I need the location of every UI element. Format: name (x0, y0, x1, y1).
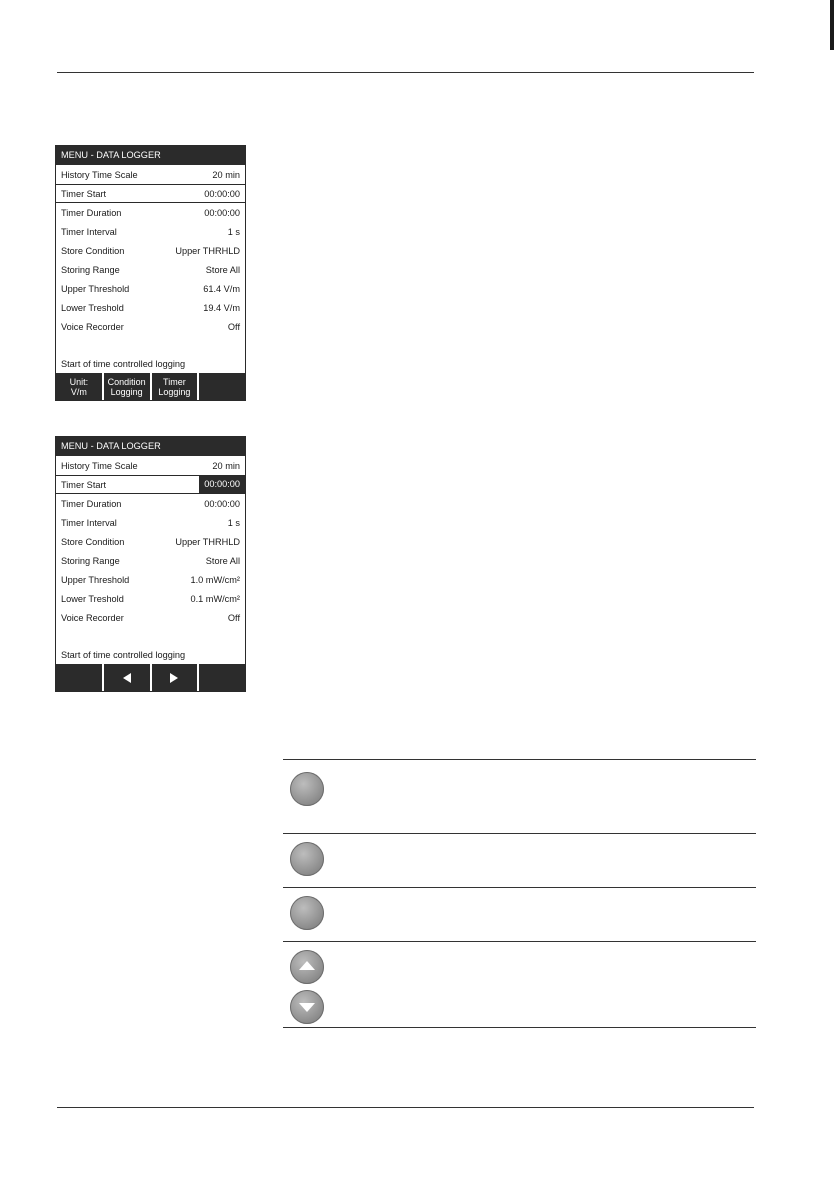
row-label: Timer Start (61, 188, 107, 199)
row-value: Upper THRHLD (175, 245, 240, 256)
menu-row-storing-range[interactable] (56, 551, 245, 570)
footer-rule (57, 1107, 754, 1108)
row-value: 20 min (212, 460, 240, 471)
softkey-bar (56, 373, 245, 400)
row-value: 19.4 V/m (203, 302, 240, 313)
row-value: 1 s (227, 226, 240, 237)
menu-row-timer-start[interactable] (56, 184, 245, 203)
key-row-3 (283, 887, 756, 941)
row-value: 1.0 mW/cm² (190, 574, 240, 585)
row-value: 00:00:00 (204, 188, 240, 199)
menu-row-history-time-scale[interactable] (56, 165, 245, 184)
row-label: Store Condition (61, 536, 125, 547)
menu-row-store-condition[interactable] (56, 241, 245, 260)
softkey-empty[interactable] (56, 664, 102, 691)
row-label: Timer Duration (61, 498, 122, 509)
menu-row-lower-treshold[interactable] (56, 298, 245, 317)
softkey-condition-logging[interactable] (104, 373, 150, 400)
softkey-line: Logging (158, 386, 191, 397)
row-label: Lower Treshold (61, 593, 124, 604)
menu-row-store-condition[interactable] (56, 532, 245, 551)
page-edge-marker (830, 0, 834, 50)
menu-row-upper-threshold[interactable] (56, 279, 245, 298)
row-label: Voice Recorder (61, 612, 124, 623)
softkey-left[interactable] (104, 664, 150, 691)
softkey-line: V/m (70, 386, 87, 397)
softkey-empty[interactable] (199, 373, 245, 400)
screen-title: MENU - DATA LOGGER (56, 437, 245, 456)
key-row-4 (283, 941, 756, 1028)
row-label: Storing Range (61, 264, 120, 275)
round-key-icon[interactable] (290, 772, 324, 806)
status-line: Start of time controlled logging (61, 650, 186, 660)
row-label: History Time Scale (61, 169, 138, 180)
row-label: Upper Threshold (61, 574, 130, 585)
softkey-empty[interactable] (199, 664, 245, 691)
softkey-right[interactable] (152, 664, 198, 691)
down-arrow-icon (299, 1003, 315, 1012)
row-label: Upper Threshold (61, 283, 130, 294)
data-logger-screen-2 (55, 436, 246, 692)
menu-row-storing-range[interactable] (56, 260, 245, 279)
row-label: Timer Interval (61, 226, 117, 237)
round-key-icon[interactable] (290, 896, 324, 930)
row-label: Timer Interval (61, 517, 117, 528)
menu-row-history-time-scale[interactable] (56, 456, 245, 475)
left-arrow-icon (123, 673, 131, 683)
softkey-bar (56, 664, 245, 691)
up-arrow-icon (299, 961, 315, 970)
round-key-icon[interactable] (290, 842, 324, 876)
row-value: 0.1 mW/cm² (190, 593, 240, 604)
row-value: Store All (205, 264, 240, 275)
row-label: Voice Recorder (61, 321, 124, 332)
data-logger-screen-1 (55, 145, 246, 401)
row-value: Off (227, 612, 240, 623)
menu-row-lower-treshold[interactable] (56, 589, 245, 608)
row-label: History Time Scale (61, 460, 138, 471)
menu-row-timer-duration[interactable] (56, 203, 245, 222)
row-value: Upper THRHLD (175, 536, 240, 547)
menu-row-timer-interval[interactable] (56, 222, 245, 241)
menu-row-voice-recorder[interactable] (56, 317, 245, 336)
row-label: Storing Range (61, 555, 120, 566)
softkey-line: Unit: (69, 376, 89, 387)
softkey-line: Timer (163, 376, 186, 387)
menu-row-timer-start[interactable] (56, 475, 245, 494)
down-key-icon[interactable] (290, 990, 324, 1024)
softkey-timer-logging[interactable] (152, 373, 198, 400)
key-legend-table (283, 759, 756, 1028)
row-value: Off (227, 321, 240, 332)
row-label: Store Condition (61, 245, 125, 256)
softkey-line: Logging (110, 386, 143, 397)
row-value: 1 s (227, 517, 240, 528)
key-row-2 (283, 833, 756, 887)
menu-row-timer-duration[interactable] (56, 494, 245, 513)
row-value: 00:00:00 (204, 207, 240, 218)
row-value: 61.4 V/m (203, 283, 240, 294)
screen-title: MENU - DATA LOGGER (56, 146, 245, 165)
menu-row-timer-interval[interactable] (56, 513, 245, 532)
row-label: Lower Treshold (61, 302, 124, 313)
row-label: Timer Duration (61, 207, 122, 218)
row-value-editing[interactable]: 00:00:00 (199, 476, 245, 493)
key-row-1 (283, 759, 756, 833)
softkey-unit[interactable] (56, 373, 102, 400)
header-rule (57, 72, 754, 73)
softkey-line: Condition (107, 376, 146, 387)
menu-row-voice-recorder[interactable] (56, 608, 245, 627)
menu-row-upper-threshold[interactable] (56, 570, 245, 589)
right-arrow-icon (170, 673, 178, 683)
status-line: Start of time controlled logging (61, 359, 186, 369)
row-value: 20 min (212, 169, 240, 180)
row-value: 00:00:00 (204, 498, 240, 509)
up-key-icon[interactable] (290, 950, 324, 984)
row-label: Timer Start (61, 479, 107, 490)
row-value: Store All (205, 555, 240, 566)
